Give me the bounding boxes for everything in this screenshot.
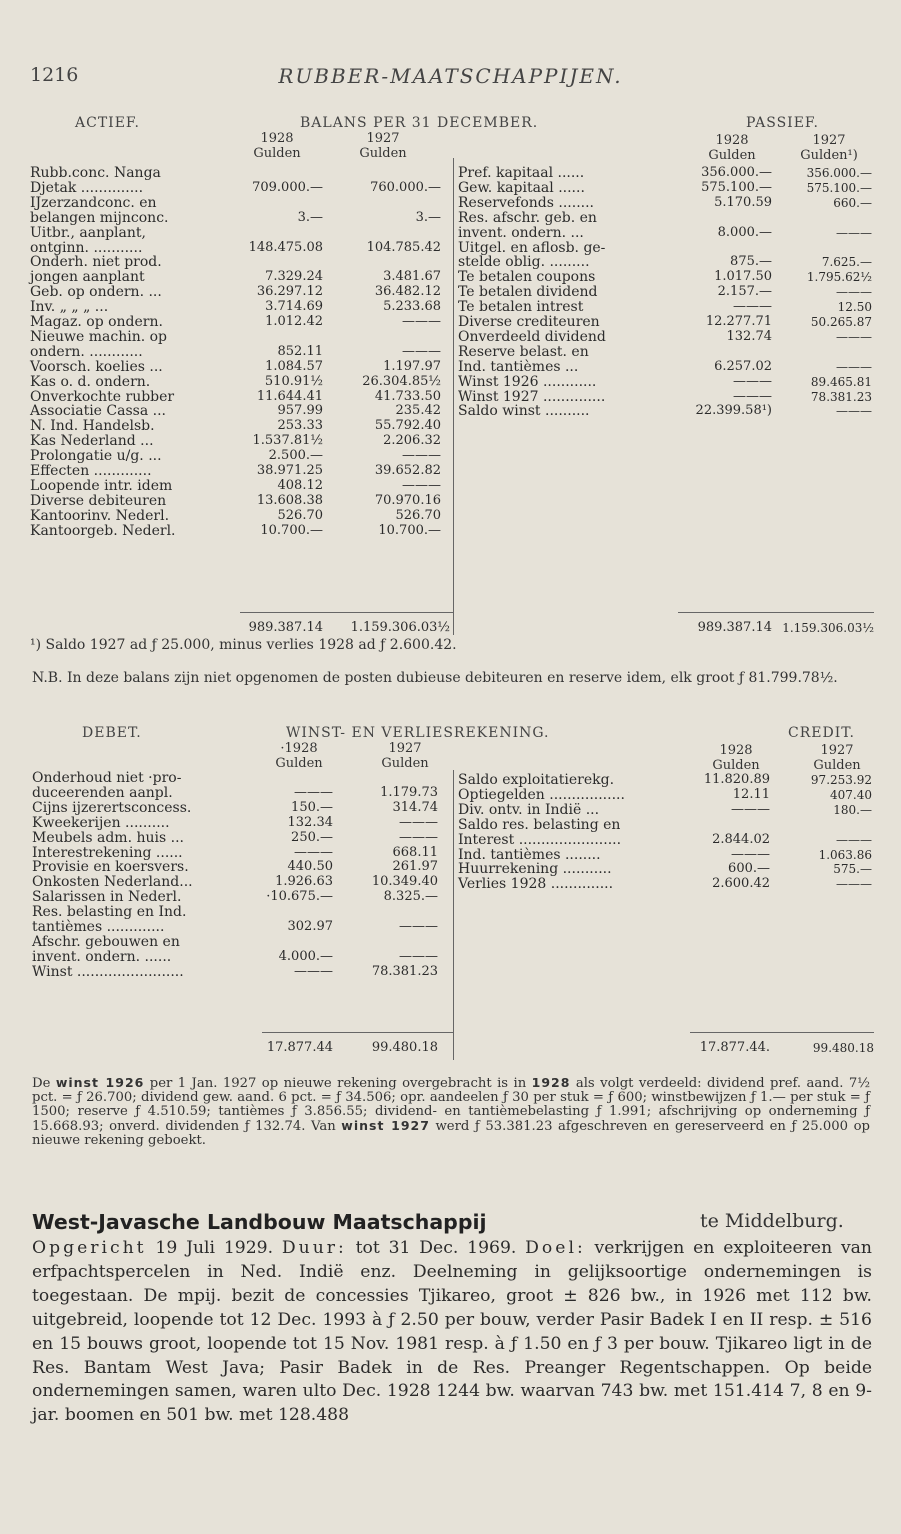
- keyword-purpose: Doel:: [525, 1238, 586, 1258]
- asset-row-value-a: 38.971.25: [256, 463, 323, 478]
- asset-row-value-b: ———: [402, 314, 441, 329]
- emphasis-run: 1928: [531, 1075, 571, 1090]
- asset-row-label: Diverse debiteuren: [30, 492, 167, 509]
- debit-row-value-b: 8.325.—: [383, 889, 438, 905]
- asset-row-value-b: ———: [402, 477, 441, 493]
- liability-row-label: stelde oblig. .........: [458, 254, 590, 271]
- keyword-founded: Opgericht: [32, 1238, 147, 1258]
- text-run: De: [32, 1076, 56, 1091]
- asset-row-value-a: 1.084.57: [265, 358, 323, 374]
- asset-row-value-b: ———: [402, 343, 441, 359]
- debit-row-value-b: 261.97: [392, 859, 438, 875]
- credit-row-label: Optiegelden .................: [458, 786, 625, 803]
- asset-row-label: Effecten .............: [30, 463, 152, 479]
- credit-row-value-b: 97.253.92: [810, 773, 872, 787]
- liability-row-label: Saldo winst ..........: [458, 403, 590, 420]
- debit-row-label: Salarissen in Nederl.: [32, 889, 182, 906]
- pl-right-heading: CREDIT.: [788, 725, 855, 741]
- asset-row-label: Rubb.conc. Nanga: [30, 165, 161, 181]
- liability-row-value-a: 1.017.50: [714, 269, 772, 285]
- asset-row-value-a: 10.700.—: [260, 522, 323, 538]
- debit-row-label: Cijns ijzerertsconcess.: [32, 799, 192, 816]
- debit-row-value-b: 1.179.73: [380, 784, 438, 800]
- debit-row-value-a: 132.34: [287, 814, 333, 830]
- liability-row-value-b: 660.—: [833, 195, 872, 210]
- year-label: 1927: [812, 133, 846, 148]
- balance-footnote: ¹) Saldo 1927 ad ƒ 25.000, minus verlies 1928 ad ƒ 2.600.42.: [30, 637, 457, 653]
- liability-row-value-a: 132.74: [726, 328, 772, 344]
- asset-row-value-a: 3.714.69: [265, 299, 323, 315]
- debit-row-value-a: ———: [294, 963, 333, 979]
- asset-row-value-a: 1.012.42: [265, 314, 323, 329]
- asset-row-label: Prolongatie u/g. ...: [30, 448, 162, 465]
- liability-row-value-b: ———: [836, 404, 872, 419]
- debit-row-label: Winst ........................: [32, 963, 184, 980]
- asset-row-label: Kas Nederland ...: [30, 433, 154, 450]
- liability-row-label: Te betalen dividend: [458, 284, 598, 301]
- year-label: 1928: [260, 131, 294, 146]
- liability-row-value-a: ———: [733, 299, 772, 315]
- debit-row-value-b: 78.381.23: [371, 963, 438, 979]
- liability-row-label: Gew. kapitaal ......: [458, 179, 585, 196]
- year-label: ·1928: [280, 741, 318, 756]
- text-run: verkrijgen en exploiteeren van erfpachtspercelen in Ned. Indië enz. Deelneming in gelijksoortige ondernemingen is toegestaan. De mpij. bezit de concessies Tjikareo, groot ± 826 bw., in 1926 met 112 bw. uitgebreid, loopende tot 12 Dec. 1993 à ƒ 2.50 per bouw, verder Pasir Badek I en II resp. ± 516 en 15 bouws groot, loopende tot 15 Nov. 1981 resp. à ƒ 1.50 en ƒ 3 per bouw. Tjikareo ligt in de Res. Bantam West Java; Pasir Badek in de Res. Preanger Regentschappen. Op beide ondernemingen samen, waren ulto Dec. 1928 1244 bw. waarvan 743 bw. met 151.414 7, 8 en 9-jar. boomen en 501 bw. met 128.488: [32, 1238, 872, 1426]
- liability-row-value-a: 6.257.02: [714, 358, 772, 374]
- asset-row-value-a: 3.—: [297, 209, 323, 225]
- debit-row-value-b: 10.349.40: [371, 874, 438, 890]
- asset-row-value-b: 55.792.40: [374, 418, 441, 434]
- asset-row-value-a: 11.644.41: [256, 388, 323, 404]
- credit-row-label: Verlies 1928 ..............: [458, 876, 614, 893]
- asset-row-label: IJzerzandconc. en: [30, 194, 157, 211]
- liability-row-value-b: 50.265.87: [810, 315, 872, 329]
- asset-row-label: Nieuwe machin. op: [30, 328, 168, 345]
- balance-right-heading: PASSIEF.: [746, 115, 819, 131]
- asset-row-value-a: 253.33: [277, 418, 323, 434]
- liabilities-total-1927: 1.159.306.03½: [782, 621, 874, 635]
- asset-row-value-b: ———: [402, 448, 441, 464]
- pl-col-c-header: [696, 743, 776, 773]
- debit-row-label: Onkosten Nederland...: [32, 874, 193, 891]
- credit-row-value-a: 2.844.02: [712, 831, 770, 847]
- credit-row-label: Saldo exploitatierekg.: [458, 772, 615, 788]
- credit-row-value-a: ———: [731, 801, 770, 817]
- balance-col-b-header: [338, 131, 428, 161]
- text-run: als volgt verdeeld: dividend pref. aand. 7½ pct. = ƒ 26.700; dividend gew. aand. 6 pct. = ƒ 34.506; opr. aandeelen ƒ 30 per stuk = ƒ 600; winstbewijzen ƒ 1.— per stuk = ƒ 1500; reserve ƒ 4.510.59; tantièmes ƒ 3.856.55; dividend- en tantièmebelasting ƒ 1.991; afschrijving op onderneming ƒ 15.668.93; onverd. dividenden ƒ 132.74. Van: [32, 1076, 870, 1134]
- balance-col-d-header: [786, 133, 872, 163]
- liability-row-label: Reserve belast. en: [458, 343, 589, 360]
- unit-label: Gulden: [275, 756, 323, 771]
- asset-row-value-a: 510.91½: [264, 373, 323, 389]
- asset-row-value-a: 957.99: [277, 403, 323, 419]
- assets-total-1928: 989.387.14: [248, 620, 323, 635]
- unit-label: Gulden: [253, 146, 301, 161]
- asset-row-label: Inv. „ „ „ ...: [30, 299, 109, 316]
- asset-row-label: Onderh. niet prod.: [30, 254, 162, 271]
- debit-row-value-a: 440.50: [287, 859, 333, 875]
- debit-row-value-b: ———: [399, 814, 438, 830]
- asset-row-value-a: 709.000.—: [252, 179, 323, 195]
- asset-row-label: Associatie Cassa ...: [30, 403, 166, 420]
- debit-row-label: Meubels adm. huis ...: [32, 829, 184, 846]
- debit-row-value-a: 150.—: [291, 799, 333, 815]
- asset-row-value-b: 526.70: [395, 507, 441, 523]
- credit-total-1928: 17.877.44.: [699, 1040, 770, 1055]
- credit-row-label: Huurrekening ...........: [458, 861, 612, 878]
- liability-row-value-b: 12.50: [837, 300, 872, 315]
- asset-row-value-b: 41.733.50: [374, 388, 441, 404]
- year-label: 1927: [366, 131, 400, 146]
- text-run: per 1 Jan. 1927 op nieuwe rekening overgebracht is in: [144, 1076, 532, 1091]
- credit-row-value-a: 11.820.89: [703, 772, 770, 787]
- debit-row-value-b: 668.11: [392, 844, 438, 860]
- asset-row-value-a: 7.329.24: [265, 269, 323, 285]
- liability-row-label: Diverse crediteuren: [458, 314, 600, 330]
- credit-row-value-b: ———: [836, 877, 872, 892]
- liability-row-label: Pref. kapitaal ......: [458, 165, 585, 181]
- asset-row-label: Djetak ..............: [30, 179, 144, 196]
- credit-row-label: Ind. tantièmes ........: [458, 846, 601, 863]
- debit-row-value-a: 4.000.—: [278, 948, 333, 964]
- asset-row-value-a: 1.537.81½: [252, 433, 323, 449]
- asset-row-value-b: 36.482.12: [374, 284, 441, 300]
- asset-row-label: Loopende intr. idem: [30, 477, 173, 494]
- liability-row-label: Winst 1926 ............: [458, 373, 597, 390]
- debit-row-value-b: ———: [399, 948, 438, 964]
- credit-row-value-a: 2.600.42: [712, 876, 770, 892]
- liability-row-label: Te betalen intrest: [458, 299, 584, 316]
- liability-row-label: Res. afschr. geb. en: [458, 209, 597, 226]
- unit-label: Gulden¹): [800, 148, 858, 163]
- asset-row-label: belangen mijnconc.: [30, 209, 169, 226]
- debit-row-label: Afschr. gebouwen en: [32, 933, 180, 950]
- asset-row-value-a: 408.12: [277, 477, 323, 493]
- debit-row-value-a: ·10.675.—: [266, 889, 333, 905]
- asset-row-value-a: 526.70: [277, 507, 323, 523]
- text-run: werd ƒ 53.381.23 afgeschreven en gereserveerd en ƒ 25.000 op nieuwe rekening geboekt.: [32, 1119, 870, 1148]
- liability-row-value-a: 22.399.58¹): [695, 403, 772, 419]
- asset-row-value-b: 10.700.—: [378, 522, 441, 538]
- asset-row-value-b: 70.970.16: [374, 492, 441, 508]
- pl-col-b-header: [360, 741, 450, 771]
- liability-row-value-b: 575.100.—: [806, 180, 872, 195]
- assets-total-rule: [240, 612, 454, 613]
- liability-row-value-b: 1.795.62½: [806, 270, 872, 285]
- asset-row-value-a: 148.475.08: [248, 239, 323, 255]
- debit-total-1927: 99.480.18: [371, 1040, 438, 1055]
- debit-row-value-a: 250.—: [291, 829, 333, 845]
- asset-row-label: Kantoorinv. Nederl.: [30, 507, 170, 524]
- text-run: tot 31 Dec. 1969.: [346, 1238, 526, 1258]
- asset-row-value-a: 2.500.—: [268, 448, 323, 464]
- debit-total-rule: [262, 1032, 454, 1033]
- balance-nb-note: N.B. In deze balans zijn niet opgenomen de posten dubieuse debiteuren en reserve idem, elk groot ƒ 81.799.78½.: [32, 670, 838, 686]
- credit-row-value-b: 407.40: [830, 787, 872, 802]
- year-label: 1928: [719, 743, 753, 758]
- debit-total-1928: 17.877.44: [266, 1040, 333, 1055]
- asset-row-label: Kas o. d. ondern.: [30, 373, 151, 390]
- asset-row-label: Uitbr., aanplant,: [30, 224, 146, 241]
- liability-row-value-b: ———: [836, 329, 872, 344]
- liability-row-value-a: 2.157.—: [717, 284, 772, 300]
- debit-row-value-b: ———: [399, 919, 438, 934]
- pl-col-d-header: [800, 743, 874, 773]
- liability-row-value-b: ———: [836, 359, 872, 374]
- liability-row-value-b: 356.000.—: [806, 166, 872, 180]
- liability-row-label: Ind. tantièmes ...: [458, 358, 579, 375]
- emphasis-run: winst 1927: [341, 1118, 430, 1133]
- page-header: [0, 64, 901, 94]
- liability-row-value-a: 575.100.—: [701, 179, 772, 195]
- debit-row-label: Interestrekening ......: [32, 844, 183, 861]
- liability-row-value-b: 78.381.23: [810, 389, 872, 404]
- asset-row-value-b: 3.481.67: [383, 269, 441, 285]
- company-description: [32, 1237, 872, 1428]
- liability-row-label: Uitgel. en aflosb. ge-: [458, 239, 606, 256]
- pl-left-heading: DEBET.: [82, 725, 142, 741]
- unit-label: Gulden: [712, 758, 760, 773]
- liability-row-value-b: 7.625.—: [821, 255, 872, 270]
- liability-row-label: Onverdeeld dividend: [458, 328, 606, 345]
- company-city: te Middelburg.: [700, 1210, 844, 1232]
- debit-row-value-b: 314.74: [392, 799, 438, 815]
- asset-row-value-b: 5.233.68: [383, 299, 441, 315]
- liability-row-label: invent. ondern. ...: [458, 224, 584, 241]
- credit-row-value-a: 12.11: [732, 786, 770, 802]
- debit-row-label: Provisie en koersvers.: [32, 859, 189, 876]
- liability-row-value-a: 8.000.—: [717, 224, 772, 240]
- asset-row-label: Voorsch. koelies ...: [30, 358, 163, 375]
- liability-row-value-a: 5.170.59: [714, 194, 772, 210]
- unit-label: Gulden: [381, 756, 429, 771]
- liability-row-label: Reservefonds ........: [458, 194, 595, 211]
- liability-row-value-a: ———: [733, 373, 772, 389]
- asset-row-value-a: 13.608.38: [256, 492, 323, 508]
- liability-row-value-a: 12.277.71: [705, 314, 772, 329]
- asset-row-value-b: 26.304.85½: [362, 373, 441, 389]
- asset-row-value-b: 235.42: [395, 403, 441, 419]
- liability-row-value-a: 356.000.—: [701, 165, 772, 180]
- credit-row-value-b: 180.—: [833, 802, 872, 817]
- liability-row-value-a: ———: [733, 388, 772, 404]
- credit-total-rule: [690, 1032, 874, 1033]
- debit-row-value-a: 1.926.63: [275, 874, 333, 890]
- asset-row-value-b: 104.785.42: [366, 239, 441, 255]
- text-run: 19 Juli 1929.: [146, 1238, 282, 1258]
- liabilities-total-1928: 989.387.14: [697, 620, 772, 635]
- credit-row-label: Interest .......................: [458, 831, 622, 848]
- balance-col-a-header: [232, 131, 322, 161]
- credit-total-1927: 99.480.18: [812, 1041, 874, 1055]
- balance-left-heading: ACTIEF.: [75, 115, 140, 131]
- asset-row-label: N. Ind. Handelsb.: [30, 418, 155, 435]
- asset-row-label: ondern. ............: [30, 343, 143, 360]
- pl-divider: [453, 770, 454, 1060]
- credit-row-value-b: 575.—: [833, 862, 872, 877]
- credit-row-label: Saldo res. belasting en: [458, 816, 621, 833]
- debit-row-value-a: ———: [294, 844, 333, 860]
- liabilities-total-rule: [678, 612, 874, 613]
- liability-row-value-b: 89.465.81: [810, 374, 872, 389]
- asset-row-value-b: 760.000.—: [370, 179, 441, 195]
- liability-row-value-b: ———: [836, 285, 872, 300]
- liability-row-label: Te betalen coupons: [458, 269, 596, 286]
- profit-distribution-paragraph: [32, 1076, 870, 1148]
- asset-row-value-a: 36.297.12: [256, 284, 323, 300]
- debit-row-value-b: ———: [399, 829, 438, 845]
- company-name: West-Javasche Landbouw Maatschappij: [32, 1210, 487, 1234]
- emphasis-run: winst 1926: [55, 1075, 145, 1090]
- running-title: RUBBER-MAATSCHAPPIJEN.: [278, 64, 623, 88]
- asset-row-value-a: 852.11: [277, 343, 323, 359]
- liability-row-value-a: 875.—: [730, 254, 772, 270]
- debit-row-value-a: ———: [294, 784, 333, 800]
- unit-label: Gulden: [813, 758, 861, 773]
- unit-label: Gulden: [708, 148, 756, 163]
- assets-total-1927: 1.159.306.03½: [350, 620, 450, 635]
- credit-row-value-b: 1.063.86: [818, 847, 872, 862]
- keyword-duration: Duur:: [281, 1238, 347, 1258]
- asset-row-label: Onverkochte rubber: [30, 388, 175, 405]
- year-label: 1928: [715, 133, 749, 148]
- asset-row-label: Geb. op ondern. ...: [30, 284, 162, 301]
- debit-row-label: Onderhoud niet ·pro-: [32, 770, 182, 786]
- debit-row-value-a: 302.97: [287, 919, 333, 934]
- debit-row-label: Kweekerijen ..........: [32, 814, 170, 831]
- credit-row-label: Div. ontv. in Indië ...: [458, 801, 600, 818]
- year-label: 1927: [820, 743, 854, 758]
- debit-row-label: Res. belasting en Ind.: [32, 904, 187, 921]
- balance-col-c-header: [692, 133, 772, 163]
- credit-row-value-b: ———: [836, 832, 872, 847]
- liability-row-value-b: ———: [836, 225, 872, 240]
- pl-col-a-header: [254, 741, 344, 771]
- asset-row-value-b: 1.197.97: [383, 358, 441, 374]
- pl-title: WINST- EN VERLIESREKENING.: [286, 725, 550, 741]
- debit-row-label: tantièmes .............: [32, 919, 165, 935]
- asset-row-value-b: 2.206.32: [383, 433, 441, 449]
- debit-row-label: invent. ondern. ......: [32, 948, 172, 965]
- asset-row-label: Magaz. op ondern.: [30, 314, 163, 330]
- asset-row-label: Kantoorgeb. Nederl.: [30, 522, 176, 539]
- debit-row-label: duceerenden aanpl.: [32, 784, 173, 801]
- unit-label: Gulden: [359, 146, 407, 161]
- year-label: 1927: [388, 741, 422, 756]
- asset-row-value-b: 3.—: [415, 209, 441, 225]
- page-number: 1216: [30, 64, 79, 86]
- balance-title: BALANS PER 31 DECEMBER.: [300, 115, 539, 131]
- liability-row-label: Winst 1927 ..............: [458, 388, 606, 405]
- asset-row-label: ontginn. ...........: [30, 239, 143, 256]
- balance-divider: [453, 158, 454, 635]
- credit-row-value-a: ———: [731, 846, 770, 862]
- credit-row-value-a: 600.—: [728, 861, 770, 877]
- asset-row-value-b: 39.652.82: [374, 463, 441, 478]
- asset-row-label: jongen aanplant: [30, 269, 145, 286]
